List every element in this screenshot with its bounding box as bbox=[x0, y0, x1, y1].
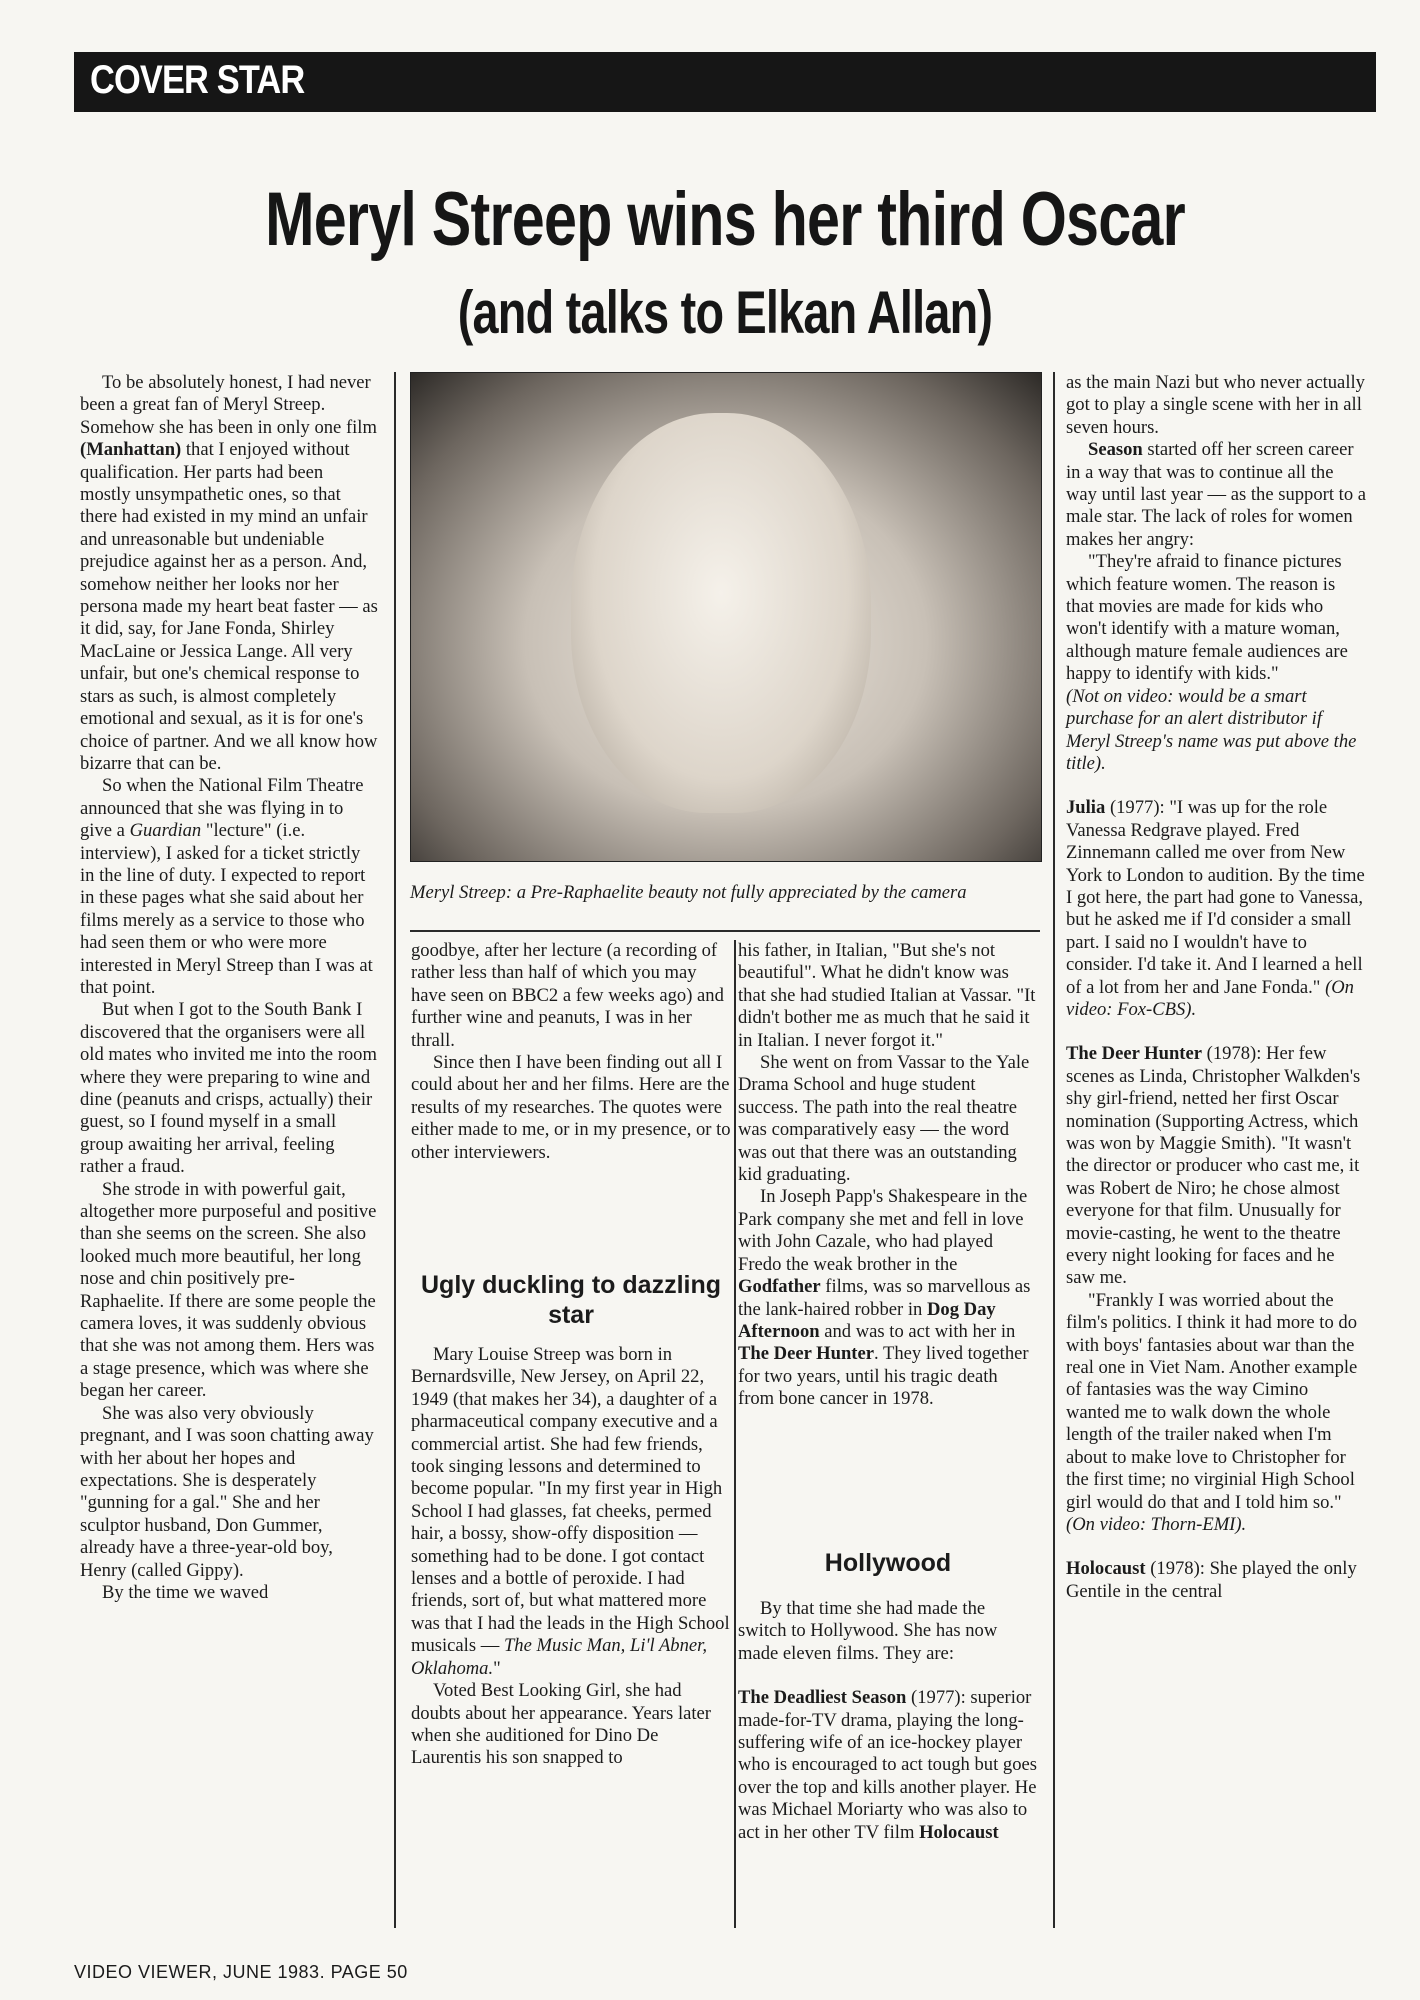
article-column-2b bbox=[411, 1344, 731, 1770]
article-title: Meryl Streep wins her third Oscar bbox=[265, 177, 1185, 262]
article-column-3 bbox=[738, 940, 1038, 1411]
article-column-3b bbox=[738, 1598, 1038, 1844]
column-divider bbox=[394, 372, 396, 1928]
paragraph: Holocaust (1978): She played the only Gentile in the central bbox=[1066, 1558, 1357, 1602]
section-banner-label: COVER STAR bbox=[90, 58, 305, 102]
article-column-2 bbox=[411, 940, 731, 1164]
paragraph: Season started off her screen career in a way that was to continue all the way until last year — as the support to a male star. The lack of roles for women makes her angry: bbox=[1066, 439, 1367, 550]
subheading-ugly-duckling: Ugly duckling to dazzling star bbox=[421, 1271, 721, 1329]
paragraph: She was also very obviously pregnant, and I was soon chatting away with her about her hopes and expectations. She is desperately "gunning for a gal." She and her sculptor husband, Don Gummer, already have a three-year-old boy, Henry (called Gippy). bbox=[80, 1402, 374, 1581]
paragraph: The Deadliest Season (1977): superior made-for-TV drama, playing the long-suffering wife of an ice-hockey player who is encouraged to act tough but goes over the top and kills another player. He was Michael Moriarty who was also to act in her other TV film Holocaust bbox=[738, 1687, 1037, 1843]
photo-caption: Meryl Streep: a Pre-Raphaelite beauty not fully appreciated by the camera bbox=[410, 882, 967, 903]
paragraph: (Not on video: would be a smart purchase for an alert distributor if Meryl Streep's name was put above the title). bbox=[1066, 685, 1357, 774]
paragraph: as the main Nazi but who never actually got to play a single scene with her in all seven hours. bbox=[1066, 372, 1365, 438]
paragraph: Since then I have been finding out all I could about her and her films. Here are the results of my researches. The quotes were either made to me, or in my presence, or to other interviewers. bbox=[411, 1052, 731, 1163]
paragraph: In Joseph Papp's Shakespeare in the Park company she met and fell in love with John Cazale, who had played Fredo the weak brother in the Godfather films, was so marvellous as the lank-haired robber in Dog Day Afternoon and was to act with her in The Deer Hunter. They lived together for two years, until his tragic death from bone cancer in 1978. bbox=[738, 1186, 1031, 1410]
section-banner bbox=[74, 52, 1376, 112]
page-footer: VIDEO VIEWER, JUNE 1983. PAGE 50 bbox=[74, 1962, 408, 1982]
article-subtitle: (and talks to Elkan Allan) bbox=[457, 279, 993, 346]
article-column-4 bbox=[1066, 372, 1366, 1603]
portrait-face-shape bbox=[571, 413, 871, 813]
portrait-photo bbox=[410, 372, 1042, 862]
article-column-1 bbox=[80, 372, 378, 1604]
paragraph: Julia (1977): "I was up for the role Vanessa Redgrave played. Fred Zinnemann called me over from New York to London to audition. By the time I got here, the part had gone to Vanessa, but he asked me if I'd consider a small part. I said no I wouldn't have to consider. I'd take it. And I learned a hell of a lot from her and Jane Fonda." (On video: Fox-CBS). bbox=[1066, 797, 1365, 1020]
paragraph: goodbye, after her lecture (a recording of rather less than half of which you may have seen on BBC2 a few weeks ago) and further wine and peanuts, I was in her thrall. bbox=[411, 940, 724, 1051]
paragraph: "Frankly I was worried about the film's politics. I think it had more to do with boys' fantasies about war than the real one in Viet Nam. Another example of fantasies was the way Cimino wanted me to walk down the whole length of the trailer naked when I'm about to make love to Christopher for the first time; no virginial High School girl would do that and I told him so." (On video: Thorn-EMI). bbox=[1066, 1289, 1358, 1535]
paragraph: But when I got to the South Bank I discovered that the organisers were all old mates who invited me into the room where they were preparing to wine and dine (peanuts and crisps, actually) their guest, so I found myself in a small group awaiting her arrival, feeling rather a fraud. bbox=[80, 999, 377, 1178]
paragraph: Voted Best Looking Girl, she had doubts about her appearance. Years later when she auditioned for Dino De Laurentis his son snapped to bbox=[411, 1680, 711, 1769]
column-divider bbox=[734, 940, 736, 1928]
caption-rule bbox=[410, 930, 1040, 932]
paragraph: By that time she had made the switch to Hollywood. She has now made eleven films. They are: bbox=[738, 1598, 998, 1664]
paragraph: She went on from Vassar to the Yale Drama School and huge student success. The path into the real theatre was comparatively easy — the word was out that there was an outstanding kid graduating. bbox=[738, 1052, 1030, 1186]
paragraph: So when the National Film Theatre announced that she was flying in to give a Guardian "lecture" (i.e. interview), I asked for a ticket strictly in the line of duty. I expected to report in these pages what she said about her films merely as a service to those who had seen them or who were more interested in Meryl Streep than I was at that point. bbox=[80, 775, 373, 998]
paragraph: "They're afraid to finance pictures which feature women. The reason is that movies are made for kids who won't identify with a mature woman, although mature female audiences are happy to identify with kids." bbox=[1066, 551, 1348, 685]
paragraph: his father, in Italian, "But she's not beautiful". What he didn't know was that she had studied Italian at Vassar. "It didn't bother me as much that he said it in Italian. I never forgot it." bbox=[738, 940, 1036, 1051]
paragraph: To be absolutely honest, I had never been a great fan of Meryl Streep. Somehow she has been in only one film (Manhattan) that I enjoyed without qualification. Her parts had been mostly unsympathetic ones, so that there had existed in my mind an unfair and unreasonable but undeniable prejudice against her as a person. And, somehow neither her looks nor her persona made my heart beat faster — as it did, say, for Jane Fonda, Shirley MacLaine or Jessica Lange. All very unfair, but one's chemical response to stars as such, is almost completely emotional and sexual, as it is for one's choice of partner. And we all know how bizarre that can be. bbox=[80, 372, 378, 774]
column-divider bbox=[1053, 372, 1055, 1928]
paragraph: By the time we waved bbox=[102, 1581, 269, 1603]
paragraph: She strode in with powerful gait, altogether more purposeful and positive than she seems on the screen. She also looked much more beautiful, her long nose and chin positively pre-Raphaelite. If there are some people the camera loves, it was suddenly obvious that she was not among them. Hers was a stage presence, which was where she began her career. bbox=[80, 1178, 377, 1402]
paragraph: The Deer Hunter (1978): Her few scenes as Linda, Christopher Walkden's shy girl-friend, netted her first Oscar nomination (Supporting Actress, which was won by Maggie Smith). "It wasn't the director or producer who cast me, it was Robert de Niro; he chose almost everyone for that film. Unusually for movie-casting, he went to the theatre every night looking for faces and he saw me. bbox=[1066, 1043, 1361, 1289]
paragraph: Mary Louise Streep was born in Bernardsville, New Jersey, on April 22, 1949 (that makes her 34), a daughter of a pharmaceutical company executive and a commercial artist. She had few friends, took singing lessons and determined to become popular. "In my first year in High School I had glasses, fat cheeks, permed hair, a bossy, show-offy disposition — something had to be done. I got contact lenses and a bottle of peroxide. I had friends, sort of, but what mattered more was that I had the leads in the High School musicals — The Music Man, Li'l Abner, Oklahoma." bbox=[411, 1344, 730, 1679]
subheading-hollywood: Hollywood bbox=[824, 1549, 952, 1577]
